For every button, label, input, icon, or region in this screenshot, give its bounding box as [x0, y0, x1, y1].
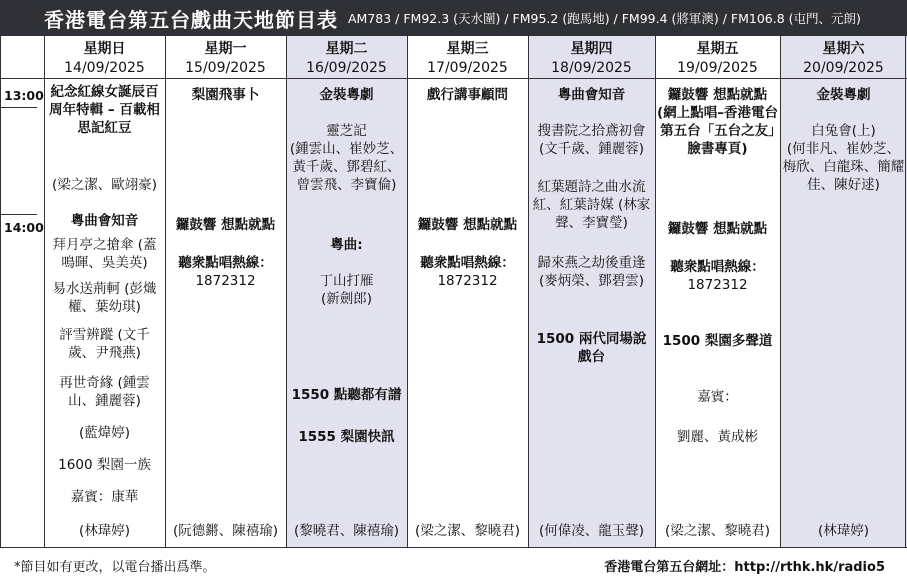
column-divider	[44, 36, 45, 548]
program-item: 1600 梨園一族	[58, 457, 151, 473]
column-divider	[655, 36, 656, 548]
program-item: 聽衆點唱熱線：	[420, 255, 515, 271]
column-divider	[0, 36, 1, 548]
day-column-wednesday	[407, 36, 528, 548]
program-item: 搜書院之拾鳶初會 (文千歲、鍾麗蓉)	[537, 123, 646, 157]
program-item: 紀念紅線女誕辰百周年特輯 – 百載相思記紅豆	[49, 84, 160, 136]
day-date: 16/09/2025	[306, 60, 387, 76]
program-item: 粵曲:	[330, 237, 363, 253]
day-name: 星期日	[83, 41, 126, 57]
program-item: 鑼鼓響 想點就點	[667, 221, 768, 237]
header-banner	[0, 0, 907, 36]
day-name: 星期五	[696, 41, 739, 57]
day-date: 18/09/2025	[551, 60, 632, 76]
program-item: 易水送荊軻 (彭熾權、葉幼琪)	[52, 281, 157, 315]
hotline-number: 1872312	[687, 277, 748, 293]
program-item: 1550 點聽都有譜	[291, 387, 402, 403]
program-item: 拜月亭之搶傘 (蓋鳴暉、吳美英)	[52, 237, 157, 271]
time-tick	[0, 107, 37, 108]
host-names: (林瑋婷)	[78, 523, 131, 539]
program-item: 靈芝記	[326, 123, 367, 139]
host-names: (梁之潔、黎曉君)	[664, 523, 771, 539]
day-date: 19/09/2025	[677, 60, 758, 76]
header-divider	[0, 78, 907, 79]
guest-names: 劉麗、黃成彬	[677, 429, 758, 445]
day-name: 星期六	[822, 41, 865, 57]
guest-label: 嘉賓：	[697, 389, 738, 405]
host-names: (阮德鏘、陳禧瑜)	[172, 523, 279, 539]
program-item: 1500 梨園多聲道	[662, 333, 773, 349]
day-name: 星期二	[325, 41, 368, 57]
day-name: 星期一	[204, 41, 247, 57]
program-item: 白兔會(上)	[811, 123, 876, 139]
website-link[interactable]: 香港電台第五台網址：http://rthk.hk/radio5	[604, 559, 885, 575]
program-item: 聽衆點唱熱線：	[670, 259, 765, 275]
hotline-number: 1872312	[195, 273, 256, 289]
program-item: 戲行講事顧問	[427, 87, 508, 103]
guest-names: 嘉賓：康華	[70, 489, 139, 505]
program-item: 再世奇緣 (鍾雲山、鍾麗蓉)	[59, 375, 150, 409]
column-divider	[905, 36, 906, 548]
day-column-sunday	[44, 36, 165, 548]
column-divider	[780, 36, 781, 548]
frequency-list: AM783 / FM92.3 (天水圍) / FM95.2 (跑馬地) / FM99.4 (將軍澳) / FM106.8 (屯門、元朗)	[348, 11, 861, 26]
day-column-saturday	[780, 36, 907, 548]
cast-names: (新劍郎)	[320, 291, 373, 307]
program-item: 歸來燕之劫後重逢 (麥炳榮、鄧碧雲)	[537, 255, 646, 289]
host-names: (黎曉君、陳禧瑜)	[293, 523, 400, 539]
schedule-grid	[0, 36, 907, 548]
program-item: 梨園飛事卜	[191, 87, 260, 103]
host-names: (藍煒婷)	[78, 425, 131, 441]
footer	[0, 548, 907, 582]
page-title: 香港電台第五台戲曲天地節目表	[44, 7, 338, 32]
column-divider	[407, 36, 408, 548]
column-divider	[165, 36, 166, 548]
cast-names: (鍾雲山、崔妙芝、黃千歲、鄧碧紅、曾雲飛、李寶倫)	[289, 141, 404, 193]
program-item: 聽衆點唱熱線：	[178, 255, 273, 271]
column-divider	[286, 36, 287, 548]
program-item: 紅葉題詩之曲水流紅、紅葉詩媒 (林家聲、李寶瑩)	[532, 179, 651, 231]
day-date: 20/09/2025	[803, 60, 884, 76]
day-name: 星期三	[446, 41, 489, 57]
program-item: 評雪辨蹤 (文千歲、尹飛燕)	[59, 327, 150, 361]
program-item: 丁山打雁	[319, 273, 374, 289]
host-names: (梁之潔、黎曉君)	[414, 523, 521, 539]
program-item: 粵曲會知音	[70, 213, 139, 229]
day-date: 15/09/2025	[185, 60, 266, 76]
program-item: 1555 梨園快訊	[298, 429, 395, 445]
time-tick	[0, 214, 37, 215]
program-item: 鑼鼓響 想點就點	[417, 217, 518, 233]
time-label: 14:00	[4, 220, 44, 235]
day-name: 星期四	[570, 41, 613, 57]
day-column-tuesday	[286, 36, 407, 548]
program-item: 鑼鼓響 想點就點	[175, 217, 276, 233]
footer-note: *節目如有更改，以電台播出爲準。	[14, 559, 216, 575]
program-item: 1500 兩代同場說戲台	[536, 331, 647, 365]
host-names: (何偉凌、龍玉聲)	[538, 523, 645, 539]
program-item: 金裝粵劇	[816, 87, 871, 103]
day-date: 17/09/2025	[427, 60, 508, 76]
cast-names: (何非凡、崔妙芝、梅欣、白龍珠、簡耀佳、陳好逑)	[782, 141, 905, 193]
day-column-friday	[655, 36, 780, 548]
day-column-monday	[165, 36, 286, 548]
hotline-number: 1872312	[437, 273, 498, 289]
host-names: (林瑋婷)	[817, 523, 870, 539]
time-label: 13:00	[4, 88, 44, 103]
column-divider	[528, 36, 529, 548]
program-item: 金裝粵劇	[319, 87, 374, 103]
program-item: 粵曲會知音	[557, 87, 626, 103]
day-date: 14/09/2025	[64, 60, 145, 76]
program-item: 鑼鼓響 想點就點 (網上點唱–香港電台第五台「五台之友」臉書專頁)	[657, 87, 778, 157]
host-names: (梁之潔、歐翊豪)	[51, 177, 158, 193]
day-column-thursday	[528, 36, 655, 548]
